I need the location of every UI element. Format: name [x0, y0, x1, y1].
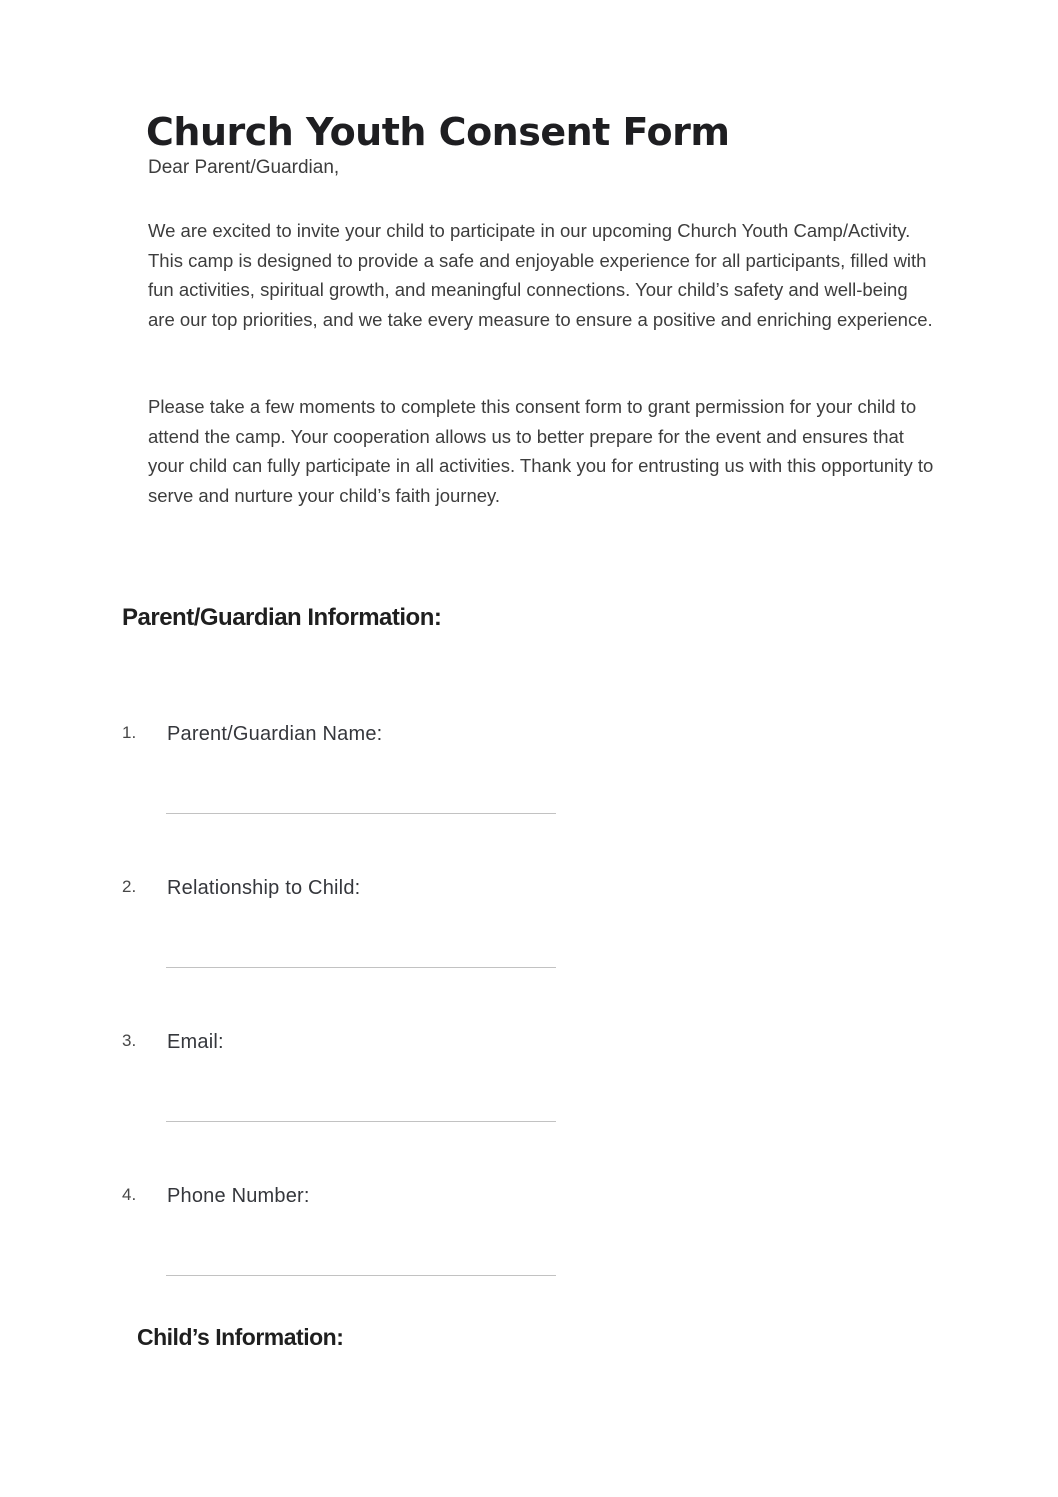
salutation: Dear Parent/Guardian, — [148, 157, 340, 178]
question-2-answer-line[interactable] — [166, 967, 556, 968]
section-heading-childs-information: Child’s Information: — [137, 1324, 344, 1350]
question-3-number: 3. — [122, 1031, 137, 1050]
section-heading-parent-guardian-information: Parent/Guardian Information: — [122, 604, 442, 631]
question-3-answer-line[interactable] — [166, 1121, 556, 1122]
question-1-number: 1. — [122, 723, 137, 742]
question-2-number: 2. — [122, 877, 137, 896]
question-2-label-relationship-to-child: Relationship to Child: — [167, 877, 361, 899]
question-3-label-email: Email: — [167, 1031, 224, 1053]
intro-paragraph-2: Please take a few moments to complete this consent form to grant permission for your child to attend the camp. Your cooperation allows us to better prepare for the event and ensures that your child can fully participate in all activities. Thank you for entrusting us with this opportunity to serve and nurture your child’s faith journey. — [148, 396, 934, 506]
question-1-answer-line[interactable] — [166, 813, 556, 814]
intro-paragraph-1: We are excited to invite your child to participate in our upcoming Church Youth Camp/Activity. This camp is designed to provide a safe and enjoyable experience for all participants, filled with fun activities, spiritual growth, and meaningful connections. Your child’s safety and well-being are our top priorities, and we take every measure to ensure a positive and enriching experience. — [148, 220, 933, 330]
page-title: Church Youth Consent Form — [146, 110, 730, 154]
question-4-number: 4. — [122, 1185, 137, 1204]
question-4-label-phone-number: Phone Number: — [167, 1185, 310, 1207]
question-1-label-parent-guardian-name: Parent/Guardian Name: — [167, 723, 383, 745]
question-4-answer-line[interactable] — [166, 1275, 556, 1276]
